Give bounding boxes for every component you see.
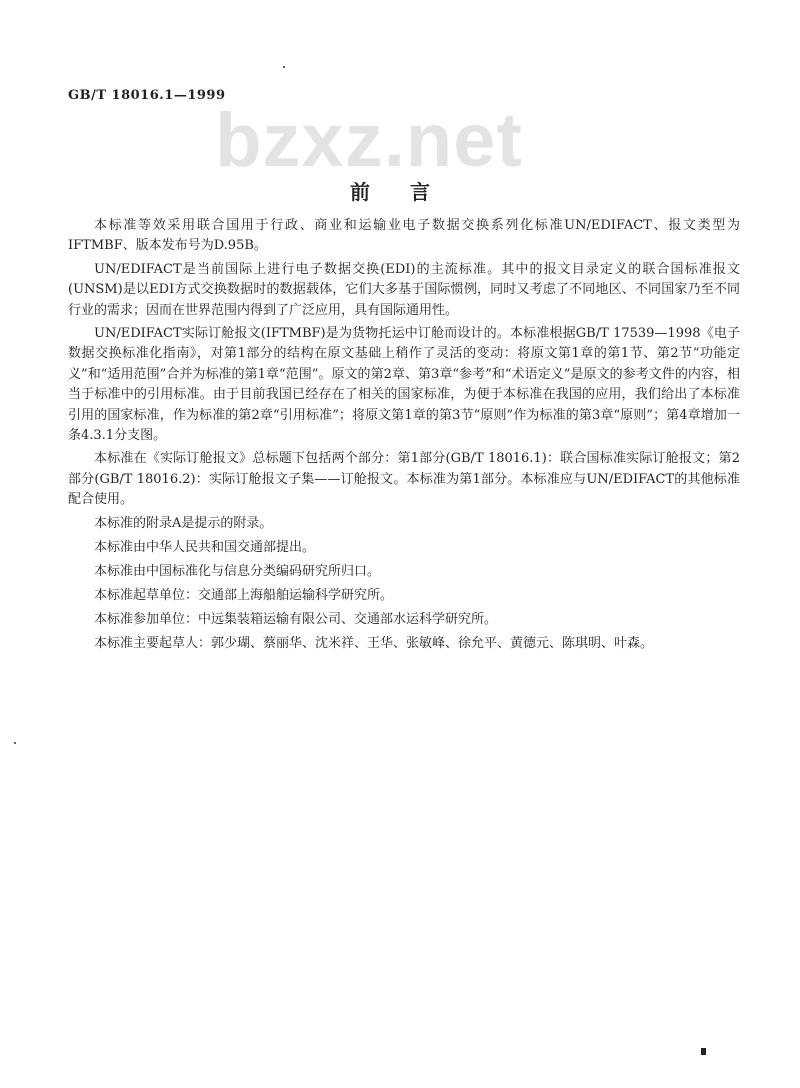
statement-drafters: 本标准主要起草人：郭少瑚、蔡丽华、沈米祥、王华、张敏峰、徐允平、黄德元、陈琪明、叶森。	[94, 635, 654, 651]
watermark: bzxz.net	[215, 98, 523, 183]
paragraph: UN/EDIFACT是当前国际上进行电子数据交换(EDI)的主流标准。其中的报文目录定义的联合国标准报文(UNSM)是以EDI方式交换数据时的数据载体，它们大多基于国际惯例，同时又考虑了不同地区、不同国家乃至不同行业的需求；因而在世界范围内得到了广泛应用，具有国际通用性。	[68, 261, 740, 318]
scan-speck	[283, 66, 285, 68]
statement-administrator: 本标准由中国标准化与信息分类编码研究所归口。	[94, 563, 381, 579]
page-number-mark	[701, 1048, 706, 1055]
scan-speck	[14, 742, 16, 744]
paragraph: 本标准等效采用联合国用于行政、商业和运输业电子数据交换系列化标准UN/EDIFACT、报文类型为IFTMBF、版本发布号为D.95B。	[68, 218, 740, 254]
document-body	[68, 216, 740, 658]
standard-code-header: GB/T 18016.1—1999	[68, 88, 226, 103]
paragraph: UN/EDIFACT实际订舱报文(IFTMBF)是为货物托运中订舱而设计的。本标准根据GB/T 17539—1998《电子数据交换标准化指南》，对第1部分的结构在原文基础上稍作了灵活的变动：将原文第1章的第1节、第2节“功能定义”和“适用范围”合并为标准的第1章“范围”。原文的第2章、第3章“参考”和“术语定义”是原文的参考文件的内容，相当于标准中的引用标准。由于目前我国已经存在了相关的国家标准，为便于本标准在我国的应用，我们给出了本标准引用的国家标准，作为标准的第2章“引用标准”；将原文第1章的第3节“原则”作为标准的第3章“原则”；第4章增加一条4.3.1分支图。	[68, 326, 740, 444]
statement-appendix: 本标准的附录A是提示的附录。	[94, 515, 273, 531]
statement-drafting-unit: 本标准起草单位：交通部上海船舶运输科学研究所。	[94, 587, 394, 603]
paragraph: 本标准在《实际订舱报文》总标题下包括两个部分：第1部分(GB/T 18016.1)：联合国标准实际订舱报文；第2部分(GB/T 18016.2)：实际订舱报文子集——订舱报文。本标准为第1部分。本标准应与UN/EDIFACT的其他标准配合使用。	[68, 451, 740, 508]
page-title: 前言	[350, 180, 470, 204]
statement-participating-units: 本标准参加单位：中远集装箱运输有限公司、交通部水运科学研究所。	[94, 611, 498, 627]
statement-proposer: 本标准由中华人民共和国交通部提出。	[94, 539, 316, 555]
